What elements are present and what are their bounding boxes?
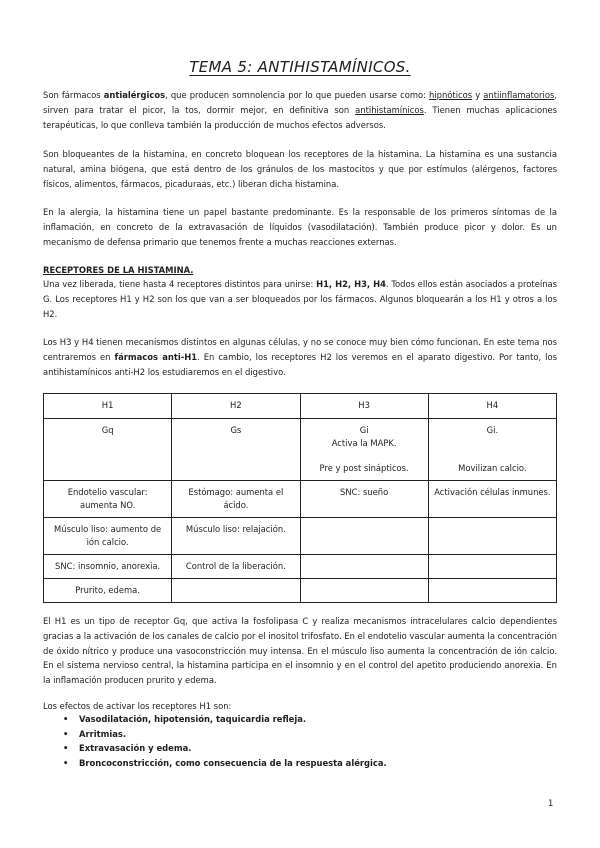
section-heading: RECEPTORES DE LA HISTAMINA. bbox=[43, 265, 194, 275]
h3-h4-paragraph bbox=[43, 335, 557, 379]
table-header-cell: H2 bbox=[172, 394, 300, 419]
h1-description-paragraph: El H1 es un tipo de receptor Gq, que activa la fosfolipasa C y realiza mecanismos intracelulares calcio dependientes gracias a la activación de los canales de calcio por el inositol trifosfato. En el endotelio vascular aumenta la concentración de óxido nítrico y produce una vasoconstricción muy intensa. En el músculo liso aumenta la concentración de ión calcio. En el sistema nervioso central, la histamina participa en el insomnio y en el control del apetito produciendo anorexia. En la inflamación producen prurito y edema. bbox=[43, 616, 557, 686]
text-segment: Una vez liberada, tiene hasta 4 receptores distintos para unirse: bbox=[43, 279, 317, 289]
effects-list bbox=[43, 712, 557, 770]
text-segment: , sirven para tratar el picor, la tos, dormir mejor, en definitiva son bbox=[43, 90, 557, 115]
bold-term: H1, H2, H3, H4 bbox=[316, 279, 386, 289]
text-segment: . En cambio, los receptores H2 los veremos en el aparato digestivo. Por tanto, los antihistamínicos anti-H2 los estudiaremos en el digestivo. bbox=[43, 351, 557, 377]
table-cell bbox=[428, 579, 556, 603]
list-item-text: Extravasación y edema. bbox=[79, 743, 192, 753]
cell-line: Movilizan calcio. bbox=[458, 463, 527, 473]
bullet-icon: • bbox=[63, 757, 69, 768]
table-cell bbox=[428, 555, 556, 579]
cell-line: Gi bbox=[359, 425, 369, 435]
table-cell bbox=[172, 579, 300, 603]
text-segment: Son fármacos bbox=[43, 90, 104, 100]
underlined-term: antihistamínicos bbox=[355, 104, 424, 115]
bullet-icon: • bbox=[63, 728, 69, 739]
list-item bbox=[43, 756, 557, 771]
table-cell: Gq bbox=[44, 419, 172, 481]
page-number: 1 bbox=[548, 798, 554, 808]
list-item bbox=[43, 727, 557, 742]
table-cell bbox=[300, 579, 428, 603]
table-cell: SNC: insomnio, anorexia. bbox=[44, 555, 172, 579]
table-cell: Endotelio vascular: aumenta NO. bbox=[44, 481, 172, 518]
table-header-row bbox=[44, 394, 557, 419]
table-header-cell: H3 bbox=[300, 394, 428, 419]
histamine-paragraph: Son bloqueantes de la histamina, en concreto bloquean los receptores de la histamina. La histamina es una sustancia natural, amina biógena, que está dentro de los gránulos de los mastocitos y que por estímulos (alérgenos, factores físicos, alimentos, fármacos, picaduraas, etc.) liberan dicha histamina. bbox=[43, 149, 557, 189]
table-cell: Músculo liso: relajación. bbox=[172, 518, 300, 555]
table-cell: Control de la liberación. bbox=[172, 555, 300, 579]
list-item bbox=[43, 741, 557, 756]
table-cell: Gs bbox=[172, 419, 300, 481]
list-item-text: Arritmias. bbox=[79, 728, 127, 739]
text-segment: . Todos ellos están asociados a proteínas G. Los receptores H1 y H2 son los que van a ser bloqueados por los fármacos. Algunos bloquearán a los H1 y otros a los H2. bbox=[43, 279, 558, 319]
table-row bbox=[44, 555, 557, 579]
table-cell bbox=[300, 555, 428, 579]
underlined-term: hipnóticos bbox=[429, 90, 473, 100]
intro-paragraph bbox=[43, 88, 557, 132]
effects-intro: Los efectos de activar los receptores H1 son: bbox=[43, 701, 232, 711]
bullet-icon: • bbox=[63, 743, 69, 753]
bold-term: fármacos anti-H1 bbox=[114, 351, 198, 362]
page-title: TEMA 5: ANTIHISTAMÍNICOS. bbox=[189, 58, 411, 76]
text-segment: y bbox=[472, 90, 484, 100]
table-cell: SNC: sueño bbox=[300, 481, 428, 518]
table-cell: Músculo liso: aumento de ión calcio. bbox=[44, 518, 172, 555]
text-segment: . Tienen muchas aplicaciones terapéuticas, lo que conlleva también la producción de muchos efectos adversos. bbox=[43, 104, 557, 130]
table-cell bbox=[300, 518, 428, 555]
bold-term: antialérgicos bbox=[103, 90, 166, 100]
table-cell bbox=[428, 518, 556, 555]
table-cell: Prurito, edema. bbox=[44, 579, 172, 603]
underlined-term: antiinflamatorios bbox=[483, 90, 555, 100]
table-row bbox=[44, 419, 557, 481]
allergy-paragraph: En la alergia, la histamina tiene un papel bastante predominante. Es la responsable de los primeros síntomas de la inflamación, en concreto de la extravasación de líquidos (vasodilatación). También produce picor y dolor. Es un mecanismo de defensa primario que tenemos frente a muchas reacciones externas. bbox=[43, 207, 557, 247]
table-row bbox=[44, 579, 557, 603]
table-cell bbox=[428, 419, 556, 481]
table-cell: Estómago: aumenta el ácido. bbox=[172, 481, 300, 518]
bullet-icon: • bbox=[63, 714, 69, 724]
list-item-text: Vasodilatación, hipotensión, taquicardia refleja. bbox=[79, 714, 307, 724]
cell-line: Gi. bbox=[486, 425, 499, 435]
table-row bbox=[44, 481, 557, 518]
list-item bbox=[43, 712, 557, 727]
receptors-paragraph bbox=[43, 277, 557, 321]
table-row bbox=[44, 518, 557, 555]
cell-line: Pre y post sinápticos. bbox=[319, 463, 409, 473]
table-header-cell: H1 bbox=[44, 394, 172, 419]
table-cell: Activación células inmunes. bbox=[428, 481, 556, 518]
table-cell bbox=[300, 419, 428, 481]
list-item-text: Broncoconstricción, como consecuencia de la respuesta alérgica. bbox=[79, 757, 387, 768]
text-segment: Los H3 y H4 tienen mecanismos distintos en algunas células, y no se conoce muy bien cómo funcionan. En este tema nos centraremos en bbox=[43, 337, 557, 362]
cell-line: Activa la MAPK. bbox=[331, 438, 397, 448]
text-segment: , que producen somnolencia por lo que pueden usarse como: bbox=[165, 90, 430, 100]
table-header-cell: H4 bbox=[428, 394, 556, 419]
receptors-table bbox=[43, 393, 557, 603]
